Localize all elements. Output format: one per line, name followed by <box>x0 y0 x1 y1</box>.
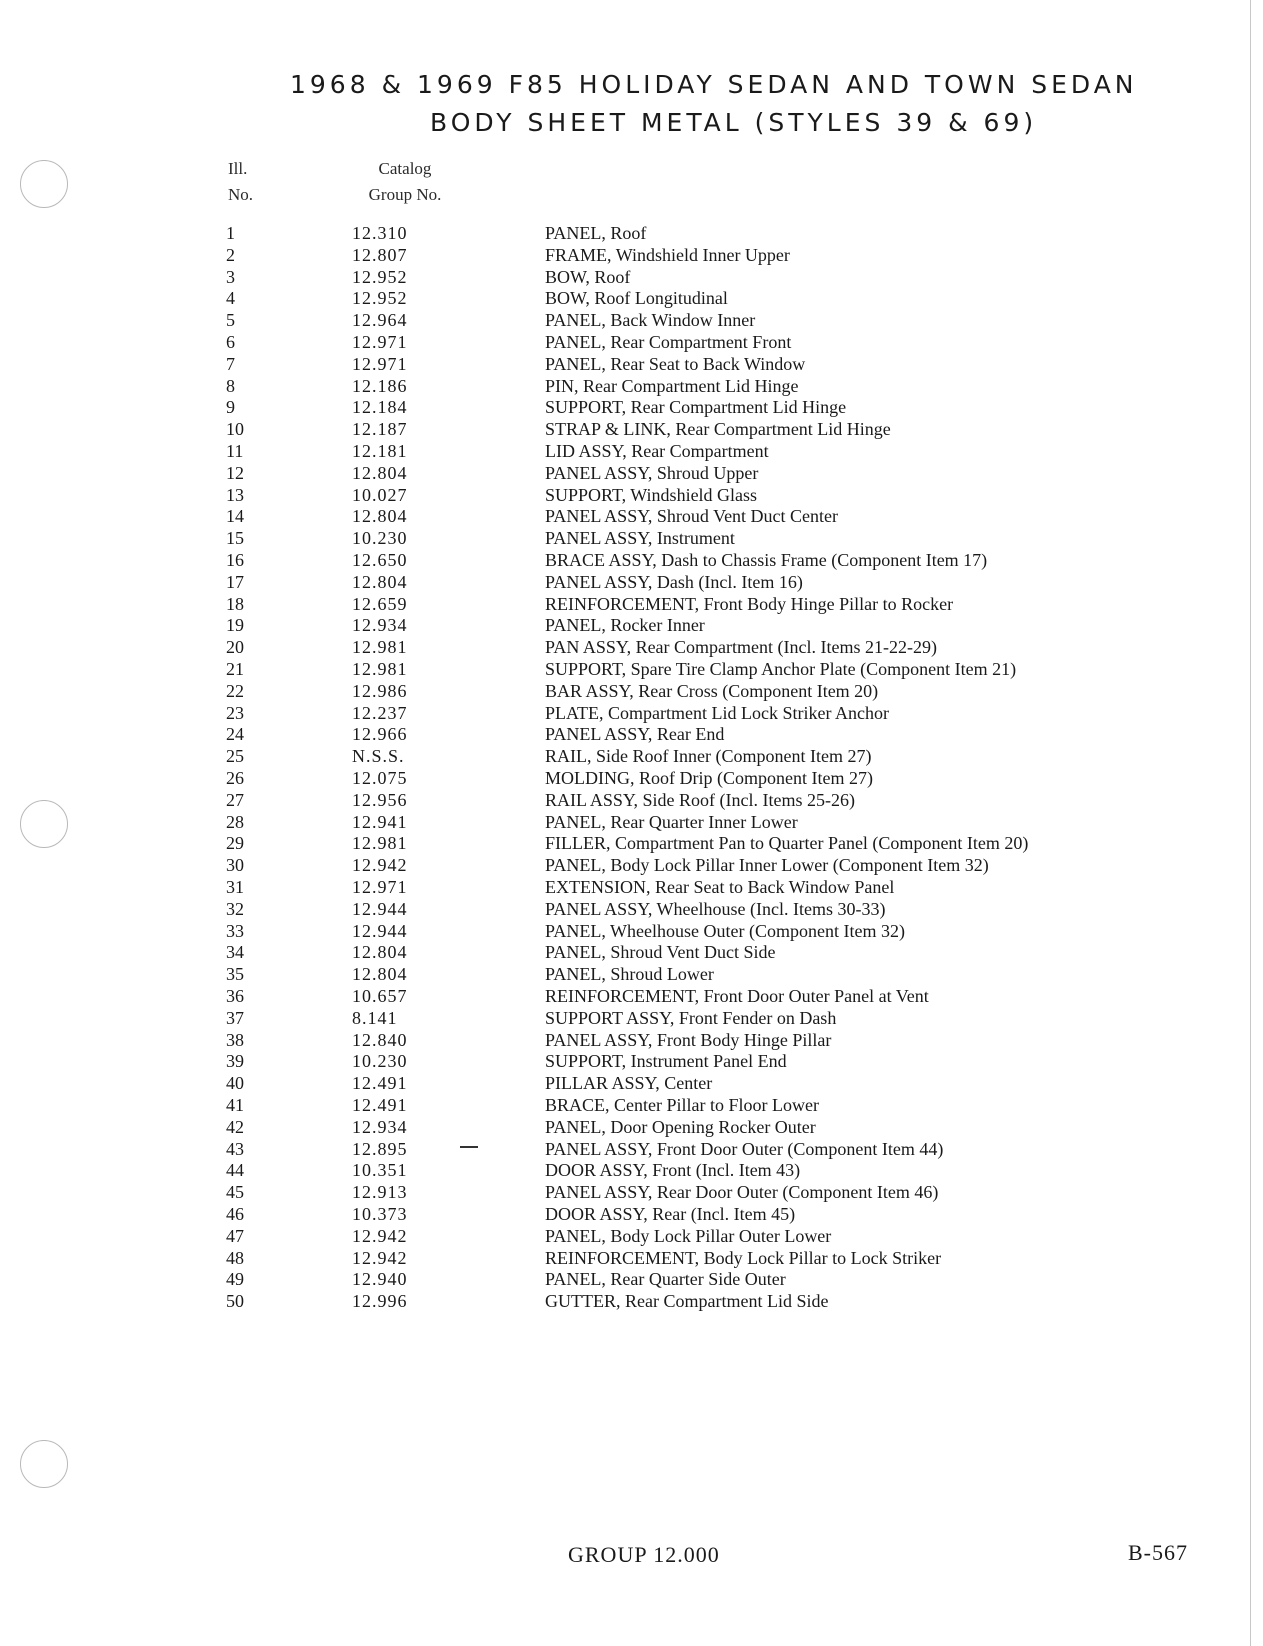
item-description: PANEL ASSY, Dash (Incl. Item 16) <box>545 571 803 592</box>
list-item <box>0 1181 1263 1203</box>
list-item <box>0 1007 1263 1029</box>
item-description: RAIL, Side Roof Inner (Component Item 27) <box>545 746 872 767</box>
item-number: 31 <box>226 877 244 897</box>
catalog-group-number: 12.966 <box>352 724 408 745</box>
item-number: 10 <box>226 419 244 440</box>
item-description: PIN, Rear Compartment Lid Hinge <box>545 375 799 396</box>
list-item <box>0 1225 1263 1247</box>
catalog-group-number: 12.944 <box>352 898 408 919</box>
list-item <box>0 527 1263 549</box>
header-line: Catalog <box>378 159 432 178</box>
item-description: FRAME, Windshield Inner Upper <box>545 244 790 265</box>
catalog-group-number: 12.491 <box>352 1073 408 1094</box>
catalog-group-number: 12.186 <box>352 375 408 396</box>
item-description: EXTENSION, Rear Seat to Back Window Panel <box>545 877 895 897</box>
list-item <box>0 898 1263 920</box>
list-item <box>0 1247 1263 1269</box>
catalog-group-number: 12.659 <box>352 593 408 614</box>
list-item <box>0 702 1263 724</box>
list-item <box>0 1116 1263 1138</box>
item-number: 9 <box>226 397 235 418</box>
list-item <box>0 1072 1263 1094</box>
item-number: 44 <box>226 1160 244 1181</box>
item-description: PANEL ASSY, Shroud Upper <box>545 462 759 483</box>
punch-hole <box>20 160 68 208</box>
page-title-line2: BODY SHEET METAL (STYLES 39 & 69) <box>430 108 1038 137</box>
item-number: 34 <box>226 942 244 963</box>
list-item <box>0 462 1263 484</box>
item-description: PANEL, Shroud Lower <box>545 964 714 985</box>
item-number: 49 <box>226 1269 244 1290</box>
item-number: 19 <box>226 615 244 636</box>
catalog-group-number: 12.971 <box>352 877 408 897</box>
catalog-group-number: 12.650 <box>352 550 408 570</box>
item-number: 5 <box>226 310 235 331</box>
item-number: 16 <box>226 550 244 570</box>
header-line: No. <box>228 185 254 204</box>
header-line: Group No. <box>368 185 442 204</box>
catalog-group-number: 12.956 <box>352 789 408 810</box>
catalog-group-number: 12.996 <box>352 1291 408 1312</box>
catalog-group-number: 12.804 <box>352 964 408 985</box>
item-description: PAN ASSY, Rear Compartment (Incl. Items 21-22-29) <box>545 637 937 658</box>
item-description: REINFORCEMENT, Front Body Hinge Pillar to Rocker <box>545 593 954 614</box>
list-item <box>0 941 1263 963</box>
item-description: PANEL, Rear Seat to Back Window <box>545 353 806 374</box>
item-number: 14 <box>226 506 244 527</box>
list-item <box>0 832 1263 854</box>
catalog-group-number: 12.942 <box>352 855 408 876</box>
catalog-group-number: 12.804 <box>352 942 408 963</box>
item-number: 38 <box>226 1029 244 1050</box>
item-description: PANEL, Door Opening Rocker Outer <box>545 1116 816 1137</box>
catalog-group-number: 12.971 <box>352 332 408 352</box>
catalog-group-number: 8.141 <box>352 1007 398 1028</box>
catalog-group-number: 12.310 <box>352 223 408 243</box>
item-number: 4 <box>226 288 235 309</box>
catalog-group-number: 12.942 <box>352 1247 408 1268</box>
catalog-group-number: 12.804 <box>352 462 408 483</box>
item-number: 35 <box>226 964 244 985</box>
item-number: 41 <box>226 1095 244 1115</box>
punch-hole <box>20 1440 68 1488</box>
item-number: 32 <box>226 898 244 919</box>
column-header-ill-no <box>228 156 268 208</box>
catalog-group-number: 12.895 <box>352 1138 408 1159</box>
item-number: 20 <box>226 637 244 658</box>
catalog-group-number: 10.657 <box>352 986 408 1006</box>
catalog-group-number: N.S.S. <box>352 746 405 767</box>
item-number: 1 <box>226 223 235 243</box>
item-number: 23 <box>226 702 244 723</box>
item-description: MOLDING, Roof Drip (Component Item 27) <box>545 768 873 788</box>
catalog-group-number: 10.351 <box>352 1160 408 1181</box>
item-description: PANEL, Body Lock Pillar Inner Lower (Component Item 32) <box>545 855 989 876</box>
item-description: REINFORCEMENT, Front Door Outer Panel at Vent <box>545 986 929 1006</box>
item-description: DOOR ASSY, Rear (Incl. Item 45) <box>545 1204 796 1224</box>
item-description: PANEL ASSY, Shroud Vent Duct Center <box>545 506 839 527</box>
list-item <box>0 396 1263 418</box>
list-item <box>0 244 1263 266</box>
item-description: PANEL ASSY, Rear End <box>545 724 725 745</box>
item-description: SUPPORT ASSY, Front Fender on Dash <box>545 1007 837 1028</box>
catalog-group-number: 12.944 <box>352 920 408 941</box>
list-item <box>0 549 1263 571</box>
item-number: 13 <box>226 484 244 505</box>
item-description: PANEL, Rear Compartment Front <box>545 332 792 352</box>
item-number: 6 <box>226 332 235 352</box>
footer-group-label: GROUP 12.000 <box>568 1542 720 1567</box>
item-description: BAR ASSY, Rear Cross (Component Item 20) <box>545 680 879 701</box>
item-number: 37 <box>226 1007 244 1028</box>
list-item <box>0 571 1263 593</box>
item-description: LID ASSY, Rear Compartment <box>545 441 769 461</box>
catalog-group-number: 12.981 <box>352 833 408 854</box>
catalog-group-number: 12.952 <box>352 288 408 309</box>
item-description: SUPPORT, Instrument Panel End <box>545 1051 787 1072</box>
list-item <box>0 963 1263 985</box>
list-item <box>0 266 1263 288</box>
item-description: SUPPORT, Rear Compartment Lid Hinge <box>545 397 847 418</box>
item-number: 43 <box>226 1138 244 1159</box>
list-item <box>0 505 1263 527</box>
list-item <box>0 658 1263 680</box>
item-description: PANEL, Rear Quarter Inner Lower <box>545 811 798 832</box>
catalog-group-number: 12.807 <box>352 244 408 265</box>
list-item <box>0 985 1263 1007</box>
item-description: DOOR ASSY, Front (Incl. Item 43) <box>545 1160 801 1181</box>
item-number: 39 <box>226 1051 244 1072</box>
catalog-group-number: 12.934 <box>352 1116 408 1137</box>
item-number: 48 <box>226 1247 244 1268</box>
item-description: FILLER, Compartment Pan to Quarter Panel (Component Item 20) <box>545 833 1029 854</box>
list-item <box>0 636 1263 658</box>
footer-page-number: B-567 <box>1128 1540 1188 1565</box>
list-item <box>0 614 1263 636</box>
catalog-group-number: 12.981 <box>352 659 408 679</box>
header-line: Ill. <box>228 159 248 178</box>
item-number: 15 <box>226 528 244 549</box>
item-description: PLATE, Compartment Lid Lock Striker Anchor <box>545 702 889 723</box>
catalog-group-number: 12.981 <box>352 637 408 658</box>
item-number: 8 <box>226 375 235 396</box>
item-description: GUTTER, Rear Compartment Lid Side <box>545 1291 829 1312</box>
catalog-group-number: 12.934 <box>352 615 408 636</box>
list-item <box>0 418 1263 440</box>
list-item <box>0 593 1263 615</box>
item-description: PANEL, Rocker Inner <box>545 615 705 636</box>
list-item <box>0 1290 1263 1312</box>
list-item <box>0 854 1263 876</box>
item-description: STRAP & LINK, Rear Compartment Lid Hinge <box>545 419 891 440</box>
item-description: BOW, Roof Longitudinal <box>545 288 728 309</box>
catalog-group-number: 12.941 <box>352 811 408 832</box>
item-number: 21 <box>226 659 244 679</box>
item-number: 3 <box>226 266 235 287</box>
item-description: PANEL, Rear Quarter Side Outer <box>545 1269 786 1290</box>
list-item <box>0 1203 1263 1225</box>
list-item <box>0 309 1263 331</box>
list-item <box>0 811 1263 833</box>
catalog-group-number: 12.840 <box>352 1029 408 1050</box>
item-number: 2 <box>226 244 235 265</box>
list-item <box>0 1094 1263 1116</box>
item-description: PANEL, Back Window Inner <box>545 310 756 331</box>
item-number: 17 <box>226 571 244 592</box>
item-description: PILLAR ASSY, Center <box>545 1073 713 1094</box>
page-title-line1: 1968 & 1969 F85 HOLIDAY SEDAN AND TOWN SEDAN <box>290 70 1138 99</box>
item-number: 47 <box>226 1225 244 1246</box>
catalog-group-number: 12.184 <box>352 397 408 418</box>
list-item <box>0 767 1263 789</box>
list-item <box>0 440 1263 462</box>
item-number: 12 <box>226 462 244 483</box>
list-item <box>0 353 1263 375</box>
item-number: 46 <box>226 1204 244 1224</box>
item-number: 26 <box>226 768 244 788</box>
item-number: 29 <box>226 833 244 854</box>
item-number: 28 <box>226 811 244 832</box>
catalog-group-number: 12.075 <box>352 768 408 788</box>
catalog-group-number: 10.027 <box>352 484 408 505</box>
item-description: PANEL ASSY, Wheelhouse (Incl. Items 30-33) <box>545 898 886 919</box>
catalog-group-number: 10.373 <box>352 1204 408 1224</box>
item-description: PANEL, Body Lock Pillar Outer Lower <box>545 1225 832 1246</box>
item-description: PANEL ASSY, Instrument <box>545 528 735 549</box>
item-description: PANEL, Shroud Vent Duct Side <box>545 942 776 963</box>
item-description: REINFORCEMENT, Body Lock Pillar to Lock Striker <box>545 1247 942 1268</box>
column-header-catalog <box>350 156 460 208</box>
list-item <box>0 1138 1263 1160</box>
item-number: 33 <box>226 920 244 941</box>
catalog-group-number: 10.230 <box>352 1051 408 1072</box>
list-item <box>0 745 1263 767</box>
list-item <box>0 1268 1263 1290</box>
catalog-group-number: 12.971 <box>352 353 408 374</box>
item-number: 42 <box>226 1116 244 1137</box>
item-description: RAIL ASSY, Side Roof (Incl. Items 25-26) <box>545 789 855 810</box>
item-description: PANEL ASSY, Rear Door Outer (Component Item 46) <box>545 1182 939 1203</box>
item-description: BRACE ASSY, Dash to Chassis Frame (Component Item 17) <box>545 550 988 570</box>
item-number: 25 <box>226 746 244 767</box>
item-description: PANEL, Wheelhouse Outer (Component Item 32) <box>545 920 905 941</box>
catalog-group-number: 12.964 <box>352 310 408 331</box>
catalog-group-number: 12.187 <box>352 419 408 440</box>
list-item <box>0 680 1263 702</box>
item-description: SUPPORT, Spare Tire Clamp Anchor Plate (Component Item 21) <box>545 659 1017 679</box>
list-item <box>0 484 1263 506</box>
catalog-group-number: 12.952 <box>352 266 408 287</box>
list-item <box>0 331 1263 353</box>
list-item <box>0 723 1263 745</box>
item-description: BRACE, Center Pillar to Floor Lower <box>545 1095 819 1115</box>
item-number: 24 <box>226 724 244 745</box>
list-item <box>0 876 1263 898</box>
item-description: PANEL ASSY, Front Body Hinge Pillar <box>545 1029 832 1050</box>
catalog-group-number: 12.942 <box>352 1225 408 1246</box>
list-item <box>0 287 1263 309</box>
catalog-group-number: 12.940 <box>352 1269 408 1290</box>
catalog-group-number: 12.804 <box>352 571 408 592</box>
list-item <box>0 920 1263 942</box>
item-description: PANEL, Roof <box>545 223 647 243</box>
item-number: 27 <box>226 789 244 810</box>
item-number: 30 <box>226 855 244 876</box>
list-item <box>0 789 1263 811</box>
catalog-group-number: 12.491 <box>352 1095 408 1115</box>
item-number: 18 <box>226 593 244 614</box>
catalog-group-number: 10.230 <box>352 528 408 549</box>
item-number: 22 <box>226 680 244 701</box>
list-item <box>0 1159 1263 1181</box>
catalog-group-number: 12.913 <box>352 1182 408 1203</box>
item-number: 7 <box>226 353 235 374</box>
list-item <box>0 1050 1263 1072</box>
item-number: 50 <box>226 1291 244 1312</box>
item-description: PANEL ASSY, Front Door Outer (Component Item 44) <box>545 1138 944 1159</box>
catalog-group-number: 12.181 <box>352 441 408 461</box>
list-item <box>0 222 1263 244</box>
catalog-group-number: 12.804 <box>352 506 408 527</box>
list-item <box>0 1029 1263 1051</box>
item-number: 36 <box>226 986 244 1006</box>
item-number: 40 <box>226 1073 244 1094</box>
catalog-group-number: 12.986 <box>352 680 408 701</box>
catalog-group-number: 12.237 <box>352 702 408 723</box>
item-description: SUPPORT, Windshield Glass <box>545 484 758 505</box>
list-item <box>0 375 1263 397</box>
item-number: 11 <box>226 441 244 461</box>
item-description: BOW, Roof <box>545 266 631 287</box>
item-number: 45 <box>226 1182 244 1203</box>
